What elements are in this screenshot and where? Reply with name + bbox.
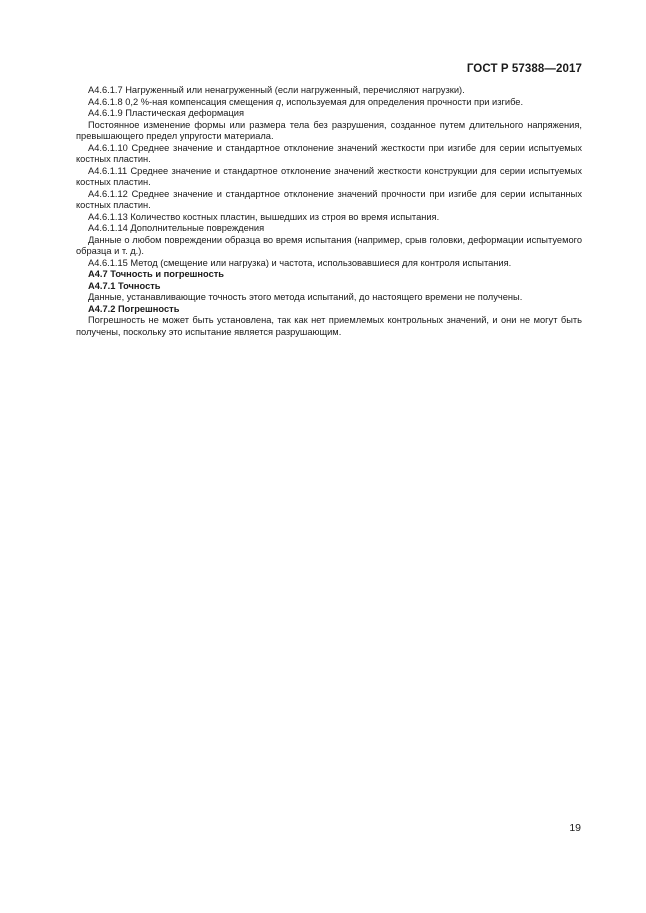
page-number: 19 — [569, 822, 581, 834]
paragraph-a4-6-1-15: А4.6.1.15 Метод (смещение или нагрузка) и частота, использовавшиеся для контроля испытания. — [88, 257, 512, 268]
document-standard-id: ГОСТ Р 57388—2017 — [466, 63, 582, 75]
paragraph-a4-6-1-14: А4.6.1.14 Дополнительные повреждения — [88, 223, 265, 233]
heading-a4-7-2: А4.7.2 Погрешность — [88, 303, 180, 314]
paragraph-a4-6-1-7: А4.6.1.7 Нагруженный или ненагруженный (если нагруженный, перечисляют нагрузки). — [88, 85, 465, 95]
paragraph-bias: Погрешность не может быть установлена, так как нет приемлемых контрольных значений, и они не могут быть получены, поскольку это испытание является разрушающим. — [76, 315, 582, 337]
paragraph-precision: Данные, устанавливающие точность этого метода испытаний, до настоящего времени не получены. — [88, 292, 523, 302]
document-body — [76, 85, 582, 338]
paragraph-a4-6-1-12: А4.6.1.12 Среднее значение и стандартное отклонение значений прочности при изгибе для серии испытанных костных пластин. — [76, 188, 582, 210]
paragraph-a4-6-1-13: А4.6.1.13 Количество костных пластин, вышедших из строя во время испытания. — [88, 211, 440, 222]
paragraph-a4-6-1-8-post: , используемая для определения прочности при изгибе. — [281, 96, 524, 107]
paragraph-a4-6-1-11: А4.6.1.11 Среднее значение и стандартное отклонение значений жесткости конструкции для серии испытуемых костных пластин. — [76, 165, 582, 187]
paragraph-damage-data: Данные о любом повреждении образца во время испытания (например, срыв головки, деформации испытуемого образца и т. д.). — [76, 234, 582, 256]
heading-a4-7: А4.7 Точность и погрешность — [88, 269, 225, 279]
paragraph-a4-6-1-8-pre: А4.6.1.8 0,2 %-ная компенсация смещения — [88, 96, 276, 107]
heading-a4-7-1: А4.7.1 Точность — [88, 280, 161, 291]
paragraph-a4-6-1-9: А4.6.1.9 Пластическая деформация — [88, 108, 245, 118]
paragraph-a4-6-1-8 — [76, 97, 582, 109]
paragraph-a4-6-1-10: А4.6.1.10 Среднее значение и стандартное отклонение значений жесткости при изгибе для серии испытуемых костных пластин. — [76, 142, 582, 164]
symbol-q: q — [275, 96, 282, 107]
paragraph-plastic-deformation-definition: Постоянное изменение формы или размера тела без разрушения, созданное путем длительного напряжения, превышающего предел упругости материала. — [76, 119, 582, 141]
